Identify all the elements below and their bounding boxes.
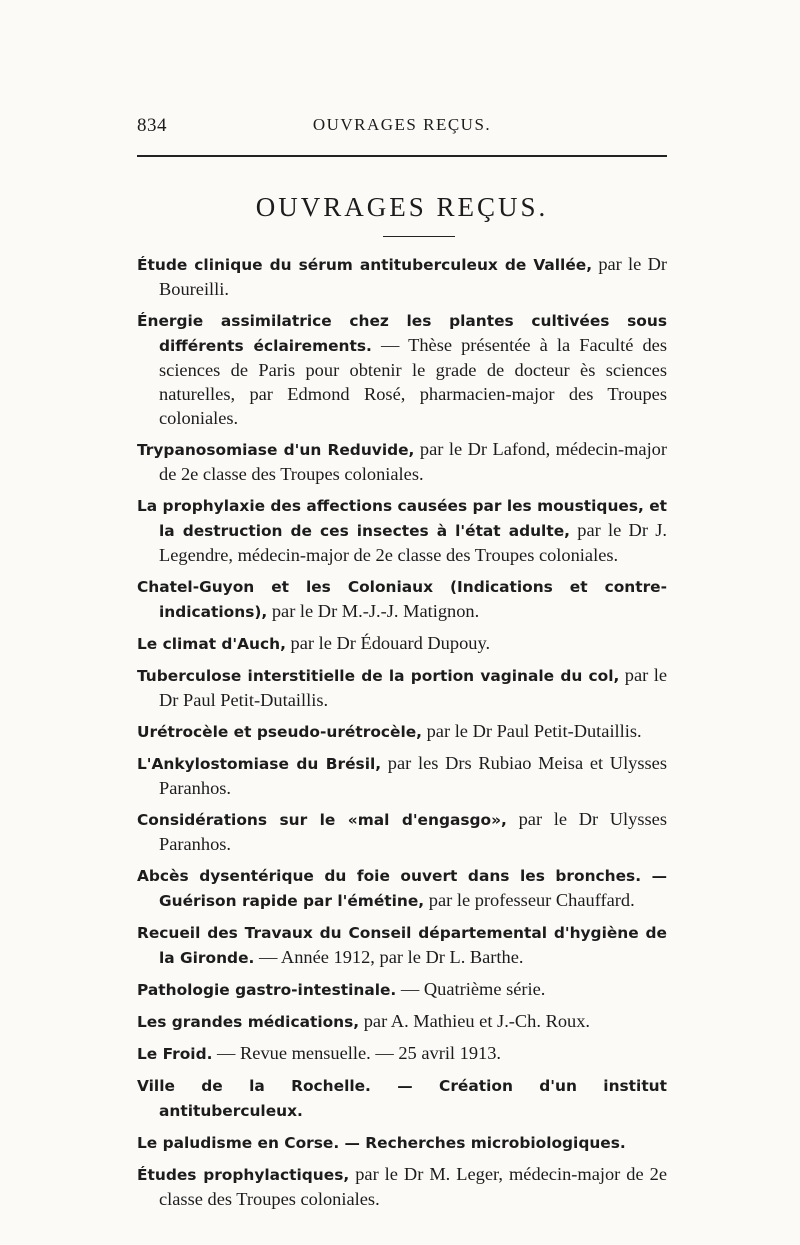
header-rule xyxy=(137,155,667,157)
entry-details: par le Dr Édouard Dupouy. xyxy=(285,633,491,653)
entry-title: La prophylaxie des affections causées par les moustiques, et la destruction de ces insectes à l'état adulte, xyxy=(137,497,668,540)
page-header xyxy=(137,115,667,139)
entry-details: — Quatrième série. xyxy=(396,979,546,999)
entry-title: Tuberculose interstitielle de la portion vaginale du col, xyxy=(137,667,620,685)
entry-details: par le Dr M.-J.-J. Matignon. xyxy=(267,601,480,621)
list-item xyxy=(137,631,667,656)
list-item xyxy=(137,574,667,624)
entry-title: Trypanosomiase d'un Reduvide, xyxy=(137,441,415,459)
title-rule xyxy=(383,236,455,237)
entry-details: par le Dr Ulysses Paranhos. xyxy=(159,809,667,854)
entry-title: Énergie assimilatrice chez les plantes cultivées sous différents éclairements. xyxy=(137,312,667,355)
running-title: OUVRAGES REÇUS. xyxy=(312,115,492,134)
list-item xyxy=(137,1130,667,1155)
entry-title: Études prophylactiques, xyxy=(137,1166,350,1184)
page-number: 834 xyxy=(137,115,167,136)
list-item xyxy=(137,493,667,567)
entry-details: par le Dr J. Legendre, médecin-major de 2e classe des Troupes coloniales. xyxy=(159,520,667,565)
list-item xyxy=(137,663,667,712)
list-item xyxy=(137,308,667,430)
entry-details: par le Dr Paul Petit-Dutaillis. xyxy=(422,721,642,741)
list-item xyxy=(137,1009,667,1034)
entry-title: Les grandes médications, xyxy=(137,1013,360,1031)
list-item xyxy=(137,863,667,913)
entry-details: par le professeur Chauffard. xyxy=(424,890,635,910)
entry-title: Le Froid. xyxy=(137,1045,213,1063)
entry-details: par le Dr Paul Petit-Dutaillis. xyxy=(159,665,667,710)
list-item xyxy=(137,807,667,856)
entry-title: Étude clinique du sérum antituberculeux de Vallée, xyxy=(137,256,593,274)
entry-details: par le Dr M. Leger, médecin-major de 2e classe des Troupes coloniales. xyxy=(159,1164,667,1209)
entry-title: Ville de la Rochelle. — Création d'un institut antituberculeux. xyxy=(137,1077,667,1120)
list-item xyxy=(137,437,667,486)
entry-title: Abcès dysentérique du foie ouvert dans les bronches. — Guérison rapide par l'émétine, xyxy=(137,867,667,910)
list-item xyxy=(137,977,667,1002)
entry-details: — Thèse présentée à la Faculté des sciences de Paris pour obtenir le grade de docteur ès sciences naturelles, par Edmond Rosé, pharmacien-major des Troupes coloniales. xyxy=(159,335,667,428)
section-title: OUVRAGES REÇUS. xyxy=(255,192,549,222)
list-item xyxy=(137,252,667,301)
list-item xyxy=(137,751,667,800)
entry-title: Le climat d'Auch, xyxy=(137,635,286,653)
entry-details: — Revue mensuelle. — 25 avril 1913. xyxy=(212,1043,502,1063)
entry-title: Chatel-Guyon et les Coloniaux (Indications et contre-indications), xyxy=(137,578,667,621)
entry-title: Recueil des Travaux du Conseil départemental d'hygiène de la Gironde. xyxy=(137,924,667,967)
entry-details: par le Dr Lafond, médecin-major de 2e classe des Troupes coloniales. xyxy=(159,439,667,484)
entry-title: Pathologie gastro-intestinale. xyxy=(137,981,397,999)
entry-title: Considérations sur le «mal d'engasgo», xyxy=(137,811,507,829)
entry-title: Urétrocèle et pseudo-urétrocèle, xyxy=(137,723,423,741)
entry-details: — Année 1912, par le Dr L. Barthe. xyxy=(254,947,524,967)
entry-title: Le paludisme en Corse. — Recherches microbiologiques. xyxy=(137,1134,626,1152)
list-item xyxy=(137,1073,667,1123)
list-item xyxy=(137,1041,667,1066)
entry-title: L'Ankylostomiase du Brésil, xyxy=(137,755,382,773)
list-item xyxy=(137,719,667,744)
entry-details: par le Dr Boureilli. xyxy=(159,254,667,299)
entry-details: par les Drs Rubiao Meisa et Ulysses Paranhos. xyxy=(159,753,668,798)
list-item xyxy=(137,920,667,970)
entries-list xyxy=(137,252,667,1218)
list-item xyxy=(137,1162,667,1211)
entry-details: par A. Mathieu et J.-Ch. Roux. xyxy=(359,1011,591,1031)
